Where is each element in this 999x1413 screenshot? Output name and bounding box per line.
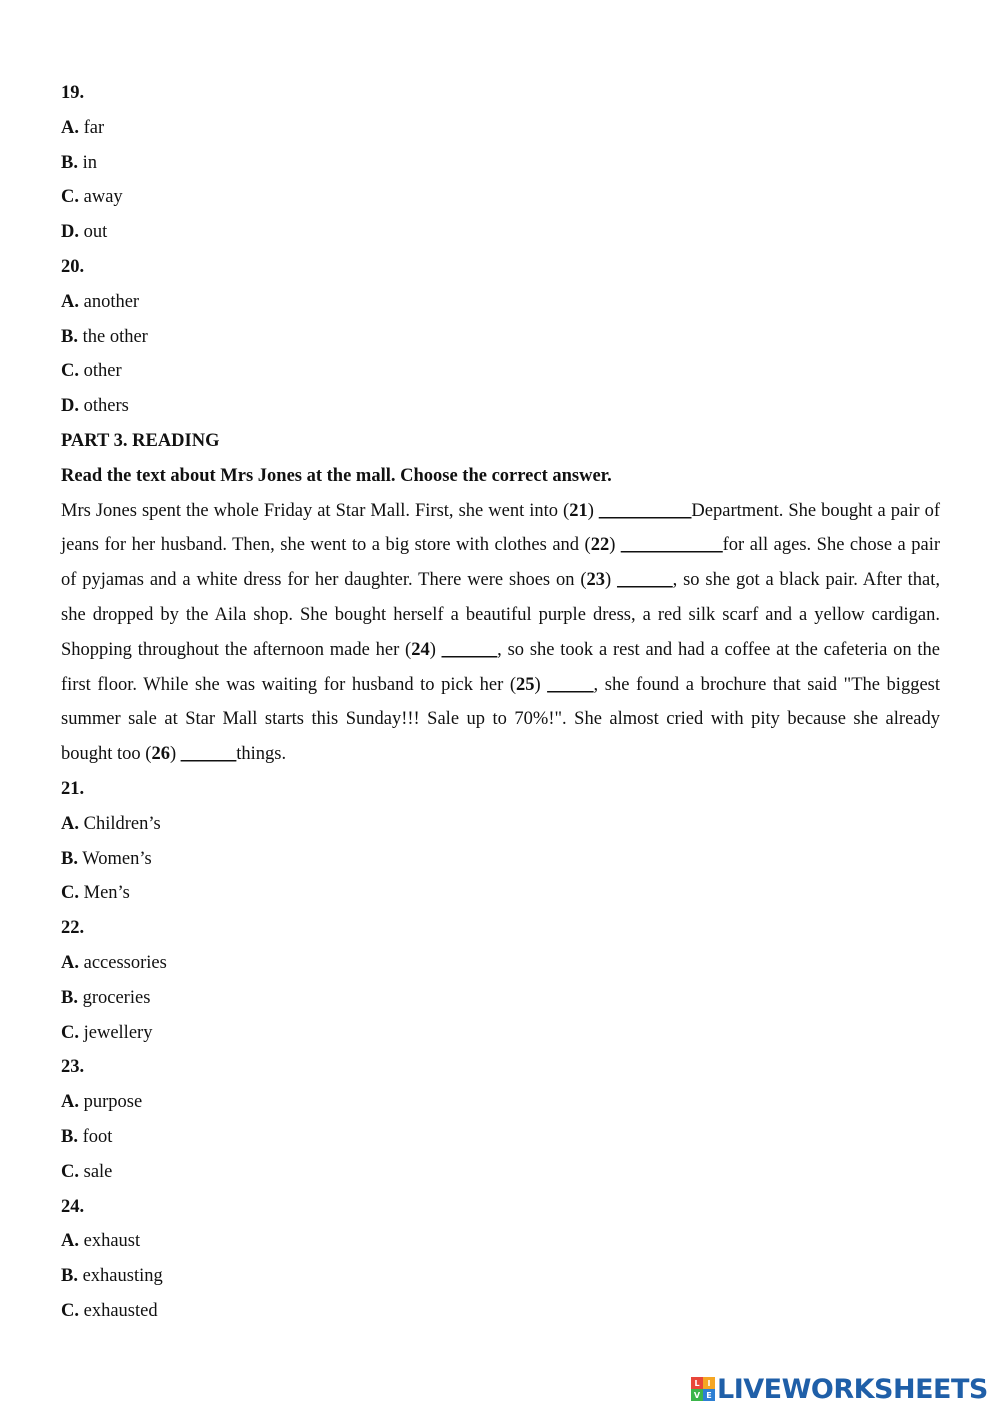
liveworksheets-icon xyxy=(691,1377,715,1401)
option-23-a[interactable]: A. purpose xyxy=(61,1092,143,1113)
reading-passage: Mrs Jones spent the whole Friday at Star Mall. First, she went into (21) __________Department. She bought a pair of jeans for her husband. Then, she went to a big store with clothes and (22) ___________for all ages. She chose a pair of pyjamas and a white dress for her daughter. There were shoes on (23) ______, so she got a black pair. After that, she dropped by the Aila shop. She bought herself a beautiful purple dress, a red silk scarf and a yellow cardigan. Shopping throughout the afternoon made her (24) ______, so she took a rest and had a coffee at the cafeteria on the first floor. While she was waiting for husband to pick her (25) _____, she found a brochure that said "The biggest summer sale at Star Mall starts this Sunday!!! Sale up to 70%!". She almost cried with pity because she already bought too (26) ______things. xyxy=(61,500,940,765)
blank-23: ______ xyxy=(617,570,673,591)
blank-24: ______ xyxy=(441,639,498,660)
option-20-c[interactable]: C. other xyxy=(61,361,122,382)
question-number-21: 21. xyxy=(61,778,85,799)
logo-tile-l: L xyxy=(691,1377,703,1389)
question-number-20: 20. xyxy=(61,256,85,277)
blank-number-23: 23 xyxy=(586,570,606,591)
blank-number-21: 21 xyxy=(569,500,588,521)
blank-21: __________ xyxy=(598,500,692,521)
blank-number-26: 26 xyxy=(151,744,170,765)
option-19-d[interactable]: D. out xyxy=(61,222,108,243)
logo-tile-v: V xyxy=(691,1389,703,1401)
worksheet-page xyxy=(61,76,940,1329)
blank-25: _____ xyxy=(547,674,594,695)
option-24-a[interactable]: A. exhaust xyxy=(61,1231,141,1252)
option-19-a[interactable]: A. far xyxy=(61,117,105,138)
blank-26: ______ xyxy=(180,744,237,765)
question-number-24: 24. xyxy=(61,1196,85,1217)
blank-22: ___________ xyxy=(620,535,723,556)
question-number-23: 23. xyxy=(61,1057,85,1078)
option-19-b[interactable]: B. in xyxy=(61,152,97,173)
option-21-b[interactable]: B. Women’s xyxy=(61,848,152,869)
option-21-a[interactable]: A. Children’s xyxy=(61,813,161,834)
option-23-b[interactable]: B. foot xyxy=(61,1126,113,1147)
option-22-a[interactable]: A. accessories xyxy=(61,952,167,973)
option-22-b[interactable]: B. groceries xyxy=(61,987,151,1008)
logo-tile-i: I xyxy=(703,1377,715,1389)
option-22-c[interactable]: C. jewellery xyxy=(61,1022,153,1043)
blank-number-24: 24 xyxy=(411,639,430,660)
question-number-19: 19. xyxy=(61,83,85,103)
question-number-22: 22. xyxy=(61,918,85,939)
option-21-c[interactable]: C. Men’s xyxy=(61,883,130,904)
blank-number-25: 25 xyxy=(516,674,535,695)
option-20-b[interactable]: B. the other xyxy=(61,326,148,347)
liveworksheets-logo xyxy=(691,1374,988,1404)
logo-text: LIVEWORKSHEETS xyxy=(717,1373,988,1405)
option-20-a[interactable]: A. another xyxy=(61,291,140,312)
option-20-d[interactable]: D. others xyxy=(61,396,129,417)
option-19-c[interactable]: C. away xyxy=(61,187,123,208)
part3-instruction: Read the text about Mrs Jones at the mall. Choose the correct answer. xyxy=(61,465,612,486)
option-24-b[interactable]: B. exhausting xyxy=(61,1266,163,1287)
option-24-c[interactable]: C. exhausted xyxy=(61,1300,158,1321)
logo-tile-e: E xyxy=(703,1389,715,1401)
blank-number-22: 22 xyxy=(590,535,610,556)
part3-heading: PART 3. READING xyxy=(61,430,220,451)
option-23-c[interactable]: C. sale xyxy=(61,1161,113,1182)
